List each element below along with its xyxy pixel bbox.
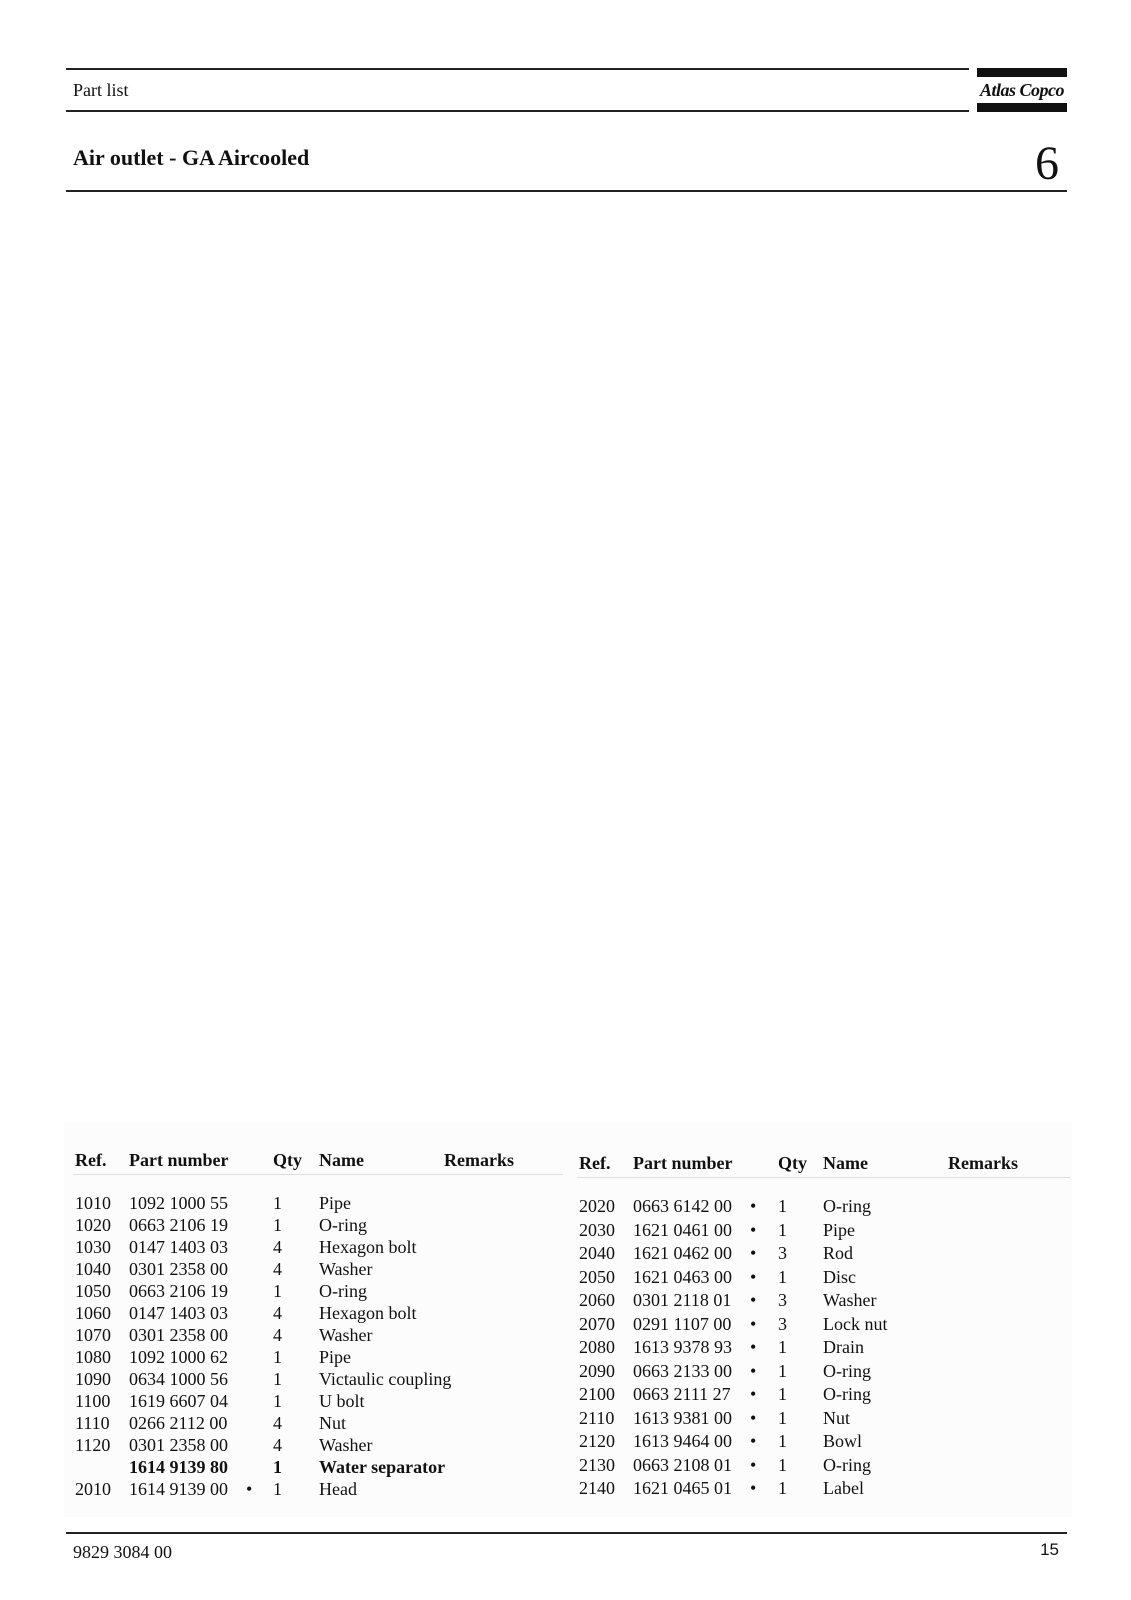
ref-cell: 2020	[579, 1196, 615, 1216]
name-cell: Disc	[823, 1266, 856, 1287]
name-cell: Pipe	[319, 1347, 352, 1367]
part-number-cell: 1092 1000 55	[129, 1193, 228, 1213]
part-number-cell: 1621 0465 01	[633, 1478, 732, 1498]
qty-cell: 1	[778, 1337, 787, 1357]
part-number-cell: 1613 9381 00	[633, 1407, 732, 1428]
header-underline	[73, 1174, 563, 1175]
bullet-cell: •	[750, 1384, 757, 1404]
ref-cell: 2140	[579, 1478, 615, 1498]
qty-cell: 1	[778, 1478, 787, 1498]
ref-cell: 2040	[579, 1243, 615, 1263]
ref-cell: 2090	[579, 1360, 615, 1381]
part-number-cell: 1613 9378 93	[633, 1337, 732, 1357]
ref-cell: 2060	[579, 1290, 615, 1310]
qty-cell: 1	[778, 1407, 787, 1428]
col-part-number: Part number	[129, 1150, 229, 1170]
part-number-cell: 1621 0463 00	[633, 1266, 732, 1287]
col-remarks: Remarks	[948, 1153, 1018, 1173]
qty-cell: 3	[778, 1290, 787, 1310]
bullet-cell: •	[750, 1478, 757, 1498]
qty-cell: 4	[273, 1259, 282, 1279]
ref-cell: 1090	[75, 1369, 111, 1389]
qty-cell: 1	[273, 1193, 282, 1213]
part-number-cell: 0663 2133 00	[633, 1360, 732, 1381]
qty-cell: 1	[273, 1215, 282, 1235]
part-number-cell: 0301 2118 01	[633, 1290, 732, 1310]
part-number-cell: 1621 0462 00	[633, 1243, 732, 1263]
ref-cell: 1080	[75, 1347, 111, 1367]
section-number: 6	[1035, 137, 1059, 190]
part-number-cell: 1614 9139 00	[129, 1479, 228, 1499]
bullet-cell: •	[750, 1196, 757, 1216]
footer-rule	[66, 1532, 1067, 1534]
part-number-cell: 0301 2358 00	[129, 1325, 228, 1345]
part-number-cell: 0291 1107 00	[633, 1313, 732, 1334]
ref-cell: 2010	[75, 1479, 111, 1499]
ref-cell: 1070	[75, 1325, 111, 1345]
header-underline	[577, 1177, 1070, 1178]
name-cell: O-ring	[823, 1360, 871, 1381]
part-number-cell: 0266 2112 00	[129, 1413, 228, 1433]
qty-cell: 4	[273, 1237, 282, 1257]
name-cell: O-ring	[319, 1281, 367, 1301]
ref-cell: 1020	[75, 1215, 111, 1235]
ref-cell: 2120	[579, 1431, 615, 1451]
ref-cell: 1060	[75, 1303, 111, 1323]
ref-cell: 1120	[75, 1435, 111, 1455]
bullet-cell: •	[750, 1337, 757, 1357]
ref-cell: 1110	[75, 1413, 110, 1433]
bullet-cell: •	[750, 1454, 757, 1475]
col-remarks: Remarks	[444, 1150, 514, 1170]
header-label: Part list	[73, 80, 129, 100]
part-number-cell: 0147 1403 03	[129, 1237, 228, 1257]
qty-cell: 1	[273, 1347, 282, 1367]
name-cell: O-ring	[823, 1384, 871, 1404]
bullet-cell: •	[750, 1313, 757, 1334]
part-number-cell: 0663 2111 27	[633, 1384, 731, 1404]
ref-cell: 1010	[75, 1193, 111, 1213]
header-top-rule	[66, 68, 969, 70]
qty-cell: 1	[273, 1391, 282, 1411]
name-cell: Victaulic coupling	[319, 1369, 452, 1389]
qty-cell: 4	[273, 1325, 282, 1345]
part-number-cell: 0663 2106 19	[129, 1215, 228, 1235]
bullet-cell: •	[750, 1266, 757, 1287]
name-cell: Washer	[319, 1259, 373, 1279]
qty-cell: 1	[778, 1266, 787, 1287]
part-number-cell: 1621 0461 00	[633, 1219, 732, 1240]
document-number: 9829 3084 00	[73, 1542, 172, 1562]
page-title: Air outlet - GA Aircooled	[73, 145, 310, 170]
name-cell: Label	[823, 1478, 864, 1498]
part-number-cell: 1619 6607 04	[129, 1391, 228, 1411]
name-cell: Rod	[823, 1243, 854, 1263]
part-number-cell: 0663 2106 19	[129, 1281, 228, 1301]
part-number-cell: 1613 9464 00	[633, 1431, 732, 1451]
ref-cell: 2110	[579, 1407, 615, 1428]
part-number-cell: 0147 1403 03	[129, 1303, 228, 1323]
part-number-cell: 1614 9139 80	[129, 1457, 228, 1477]
part-number-cell: 0634 1000 56	[129, 1369, 228, 1389]
ref-cell: 2080	[579, 1337, 615, 1357]
bullet-cell: •	[750, 1290, 757, 1310]
qty-cell: 4	[273, 1303, 282, 1323]
qty-cell: 1	[273, 1369, 282, 1389]
ref-cell: 1040	[75, 1259, 111, 1279]
col-ref: Ref.	[75, 1150, 107, 1170]
qty-cell: 1	[273, 1281, 282, 1301]
name-cell: Hexagon bolt	[319, 1303, 417, 1323]
name-cell: Pipe	[823, 1219, 856, 1240]
col-name: Name	[823, 1153, 868, 1173]
col-part-number: Part number	[633, 1153, 733, 1173]
name-cell: Pipe	[319, 1193, 352, 1213]
bullet-cell: •	[750, 1219, 757, 1240]
ref-cell: 1100	[75, 1391, 111, 1411]
bullet-cell: •	[246, 1479, 253, 1499]
name-cell: U bolt	[319, 1391, 365, 1411]
name-cell: Lock nut	[823, 1313, 888, 1334]
ref-cell: 1050	[75, 1281, 111, 1301]
name-cell: Washer	[823, 1290, 877, 1310]
title-rule	[66, 190, 1067, 192]
name-cell: Bowl	[823, 1431, 863, 1451]
part-number-cell: 0301 2358 00	[129, 1259, 228, 1279]
name-cell: O-ring	[319, 1215, 367, 1235]
qty-cell: 1	[778, 1384, 787, 1404]
ref-cell: 2050	[579, 1266, 615, 1287]
qty-cell: 4	[273, 1413, 282, 1433]
qty-cell: 1	[778, 1219, 787, 1240]
name-cell: Hexagon bolt	[319, 1237, 417, 1257]
col-qty: Qty	[778, 1153, 807, 1173]
qty-cell: 1	[778, 1431, 787, 1451]
part-number-cell: 0301 2358 00	[129, 1435, 228, 1455]
name-cell: Head	[319, 1479, 357, 1499]
name-cell: O-ring	[823, 1196, 871, 1216]
atlas-copco-logo	[977, 68, 1067, 112]
qty-cell: 3	[778, 1243, 787, 1263]
qty-cell: 1	[778, 1360, 787, 1381]
name-cell: Nut	[823, 1407, 850, 1428]
name-cell: Drain	[823, 1337, 864, 1357]
bullet-cell: •	[750, 1407, 757, 1428]
col-name: Name	[319, 1150, 364, 1170]
qty-cell: 4	[273, 1435, 282, 1455]
qty-cell: 1	[273, 1457, 282, 1477]
logo-text: Atlas Copco	[979, 80, 1064, 100]
part-number-cell: 0663 6142 00	[633, 1196, 732, 1216]
name-cell: Water separator	[319, 1457, 446, 1477]
header-bottom-rule	[66, 110, 969, 112]
name-cell: O-ring	[823, 1454, 871, 1475]
ref-cell: 1030	[75, 1237, 111, 1257]
part-number-cell: 0663 2108 01	[633, 1454, 732, 1475]
qty-cell: 1	[778, 1454, 787, 1475]
bullet-cell: •	[750, 1243, 757, 1263]
page-number: 15	[1040, 1540, 1059, 1559]
qty-cell: 1	[273, 1479, 282, 1499]
ref-cell: 2030	[579, 1219, 615, 1240]
col-ref: Ref.	[579, 1153, 611, 1173]
ref-cell: 2070	[579, 1313, 615, 1334]
col-qty: Qty	[273, 1150, 302, 1170]
ref-cell: 2130	[579, 1454, 615, 1475]
name-cell: Washer	[319, 1435, 373, 1455]
name-cell: Nut	[319, 1413, 346, 1433]
name-cell: Washer	[319, 1325, 373, 1345]
part-number-cell: 1092 1000 62	[129, 1347, 228, 1367]
bullet-cell: •	[750, 1360, 757, 1381]
ref-cell: 2100	[579, 1384, 615, 1404]
bullet-cell: •	[750, 1431, 757, 1451]
qty-cell: 1	[778, 1196, 787, 1216]
qty-cell: 3	[778, 1313, 787, 1334]
